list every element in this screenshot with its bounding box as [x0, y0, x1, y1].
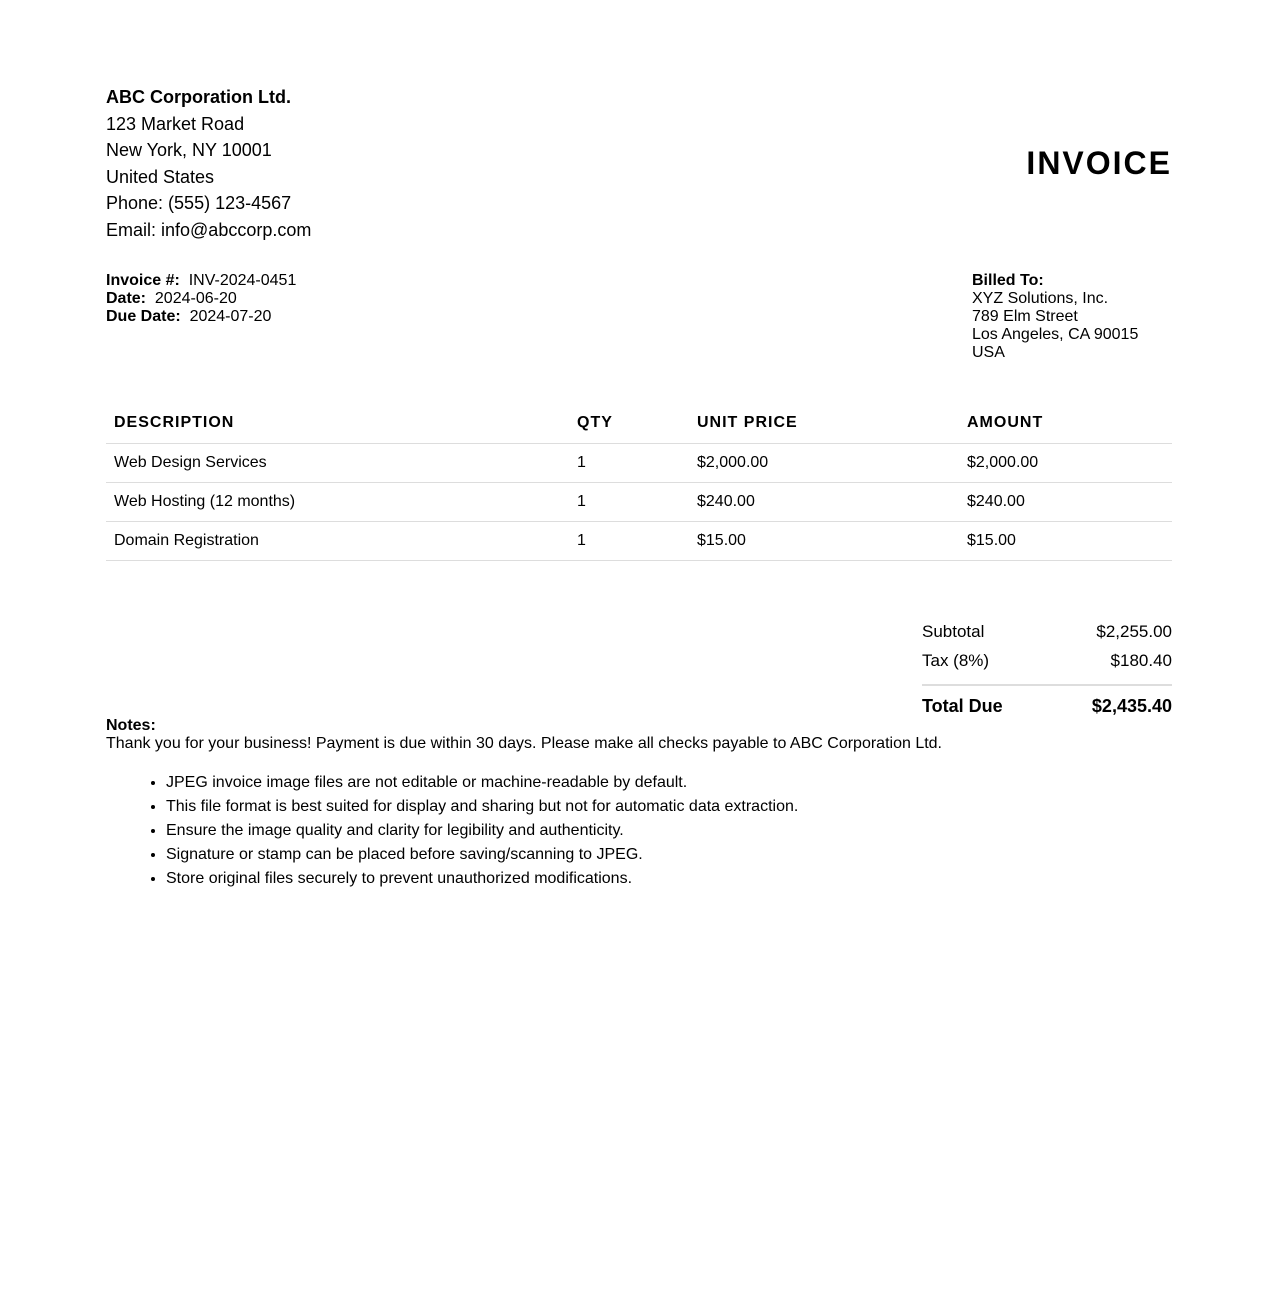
total-due-row: [922, 684, 1172, 721]
due-date-value: 2024-07-20: [189, 308, 272, 325]
list-item: • Store original files securely to prevent unauthorized modifications.: [166, 867, 1172, 891]
notes-section: [106, 717, 1172, 891]
totals-summary: [922, 617, 1172, 721]
company-country: United States: [106, 166, 215, 187]
tax-value: $180.40: [1110, 650, 1172, 670]
invoice-header: [106, 84, 1172, 254]
list-item: • This file format is best suited for display and sharing but not for automatic data extraction.: [166, 795, 1172, 819]
item-amount: $2,000.00: [959, 444, 1172, 483]
line-items-table: [106, 403, 1172, 561]
item-description: Web Design Services: [106, 444, 569, 483]
company-email: Email: info@abccorp.com: [106, 219, 312, 240]
item-qty: 1: [569, 483, 689, 522]
company-address-line1: 123 Market Road: [106, 113, 245, 134]
column-header-description: DESCRIPTION: [106, 403, 569, 444]
column-header-qty: QTY: [569, 403, 689, 444]
list-item: • JPEG invoice image files are not editable or machine-readable by default.: [166, 771, 1172, 795]
column-header-unit-price: UNIT PRICE: [689, 403, 959, 444]
billed-to-label: Billed To:: [972, 272, 1044, 289]
billed-to-name: XYZ Solutions, Inc.: [972, 290, 1109, 307]
invoice-page: [106, 84, 1172, 891]
total-due-label: Total Due: [922, 696, 1003, 716]
invoice-meta: [106, 272, 1172, 392]
list-item: • Signature or stamp can be placed before saving/scanning to JPEG.: [166, 843, 1172, 867]
table-row: [106, 444, 1172, 483]
company-phone: Phone: (555) 123-4567: [106, 193, 292, 213]
tax-row: [922, 646, 1172, 675]
item-amount: $240.00: [959, 483, 1172, 522]
invoice-title: INVOICE: [1026, 145, 1172, 181]
notes-text: Thank you for your business! Payment is due within 30 days. Please make all checks payable to ABC Corporation Ltd.: [106, 735, 942, 752]
notes-list: [106, 771, 1172, 891]
billed-to-street: 789 Elm Street: [972, 308, 1078, 325]
item-description: Web Hosting (12 months): [106, 483, 569, 522]
total-due-value: $2,435.40: [1091, 696, 1172, 716]
table-row: [106, 483, 1172, 522]
item-description: Domain Registration: [106, 522, 569, 561]
company-name: ABC Corporation Ltd.: [106, 87, 291, 107]
billed-to: [972, 272, 1138, 362]
invoice-date-value: 2024-06-20: [154, 290, 237, 307]
item-qty: 1: [569, 522, 689, 561]
item-amount: $15.00: [959, 522, 1172, 561]
list-item: • Ensure the image quality and clarity for legibility and authenticity.: [166, 819, 1172, 843]
table-row: [106, 522, 1172, 561]
subtotal-value: $2,255.00: [1096, 621, 1172, 641]
company-info: [106, 84, 1172, 243]
subtotal-row: [922, 617, 1172, 646]
invoice-number-value: INV-2024-0451: [188, 272, 297, 289]
due-date-label: Due Date:: [106, 308, 181, 325]
item-unit-price: $240.00: [689, 483, 959, 522]
table-header-row: [106, 403, 1172, 444]
item-unit-price: $2,000.00: [689, 444, 959, 483]
item-unit-price: $15.00: [689, 522, 959, 561]
billed-to-country: USA: [972, 344, 1005, 361]
invoice-date-label: Date:: [106, 290, 147, 307]
company-address-line2: New York, NY 10001: [106, 140, 272, 160]
notes-label: Notes:: [106, 717, 156, 734]
tax-label: Tax (8%): [922, 650, 990, 670]
item-qty: 1: [569, 444, 689, 483]
billed-to-city: Los Angeles, CA 90015: [972, 326, 1139, 343]
invoice-number-label: Invoice #:: [106, 272, 180, 289]
subtotal-label: Subtotal: [922, 621, 985, 641]
column-header-amount: AMOUNT: [959, 403, 1172, 444]
